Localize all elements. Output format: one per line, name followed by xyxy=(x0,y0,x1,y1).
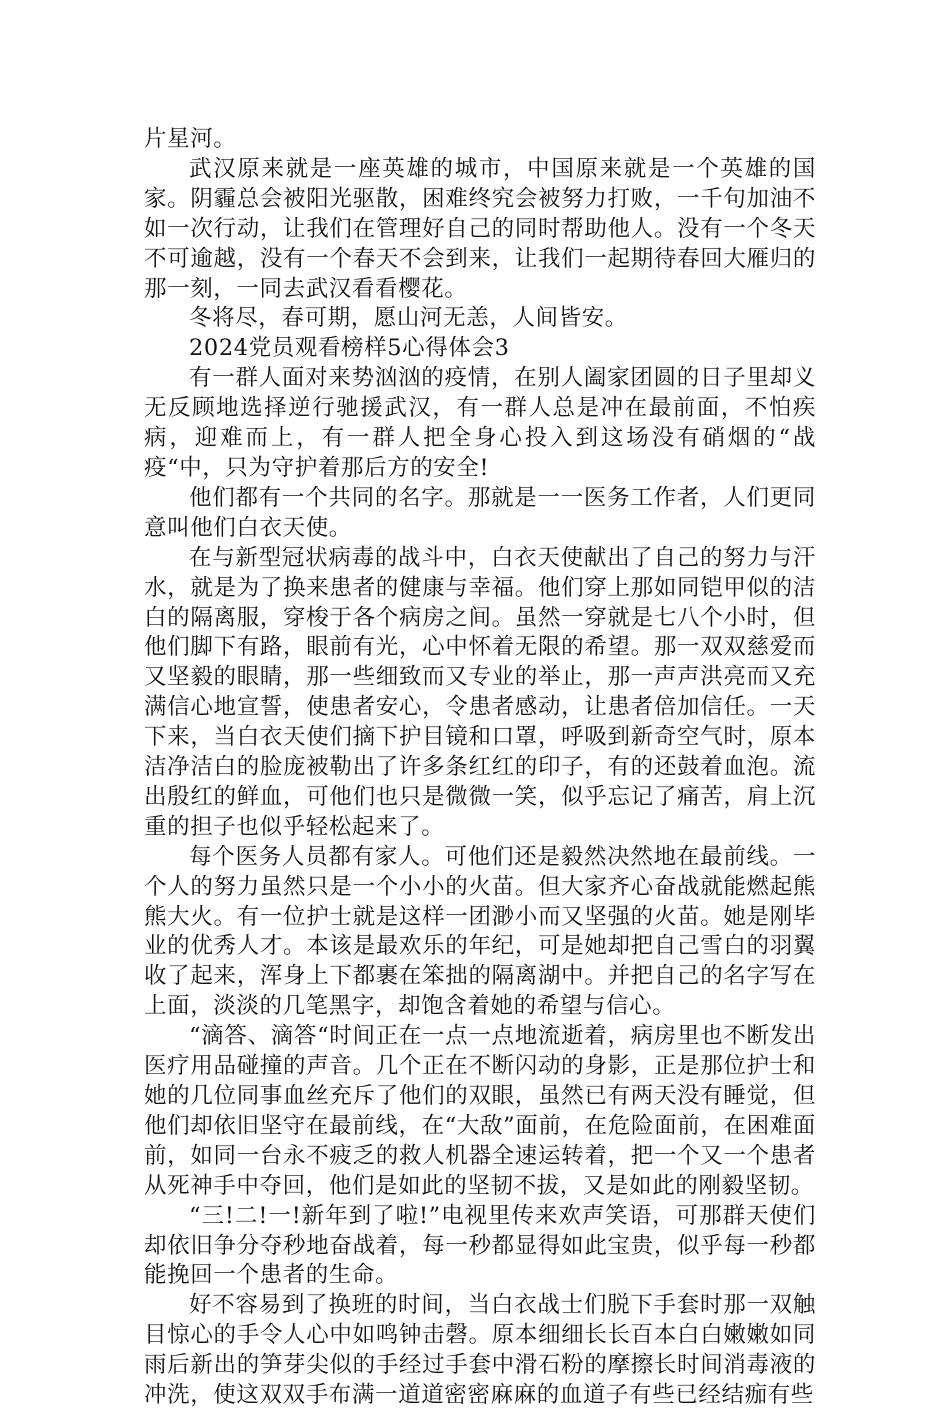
paragraph-wuhan-hero: 武汉原来就是一座英雄的城市，中国原来就是一个英雄的国家。阴霾总会被阳光驱散，困难终究会被努力打败，一千句加油不如一次行动，让我们在管理好自己的同时帮助他人。没有一个冬天不可逾越，没有一个春天不会到来，让我们一起期待春回大雁归的那一刻，一同去武汉看看樱花。 xyxy=(144,155,816,302)
paragraph-continuation: 片星河。 xyxy=(144,126,237,152)
paragraph-winter-ends: 冬将尽，春可期，愿山河无恙，人间皆安。 xyxy=(189,305,628,332)
paragraph-retrograde: 有一群人面对来势汹汹的疫情，在别人阖家团圆的日子里却义无反顾地选择逆行驰援武汉，有一群人总是冲在最前面，不怕疾病，迎难而上，有一群人把全身心投入到这场没有硝烟的“战疫“中，只为守护着那后方的安全! xyxy=(144,365,816,481)
document-body xyxy=(144,125,816,1411)
paragraph-ticking: “滴答、滴答“时间正在一点一点地流逝着，病房里也不断发出医疗用品碰撞的声音。几个正在不断闪动的身影，正是那位护士和她的几位同事血丝充斥了他们的双眼，虽然已有两天没有睡觉，但他们却依旧坚守在最前线，在“大敌”面前，在危险面前，在困难面前，如同一台永不疲乏的救人机器全速运转着，把一个又一个患者从死神手中夺回，他们是如此的坚韧不拔，又是如此的刚毅坚韧。 xyxy=(144,1023,816,1199)
paragraph-shift-change: 好不容易到了换班的时间，当白衣战士们脱下手套时那一双触目惊心的手令人心中如鸣钟击磬。原本细细长长百本白白嫩嫩如同雨后新出的笋芽尖似的手经过手套中滑石粉的摩擦长时间消毒液的冲洗，使这双双手布满一道道密密麻麻的血道子有些已经结痂有些 xyxy=(144,1292,816,1409)
paragraph-white-angels: 在与新型冠状病毒的战斗中，白衣天使献出了自己的努力与汗水，就是为了换来患者的健康与幸福。他们穿上那如同铠甲似的洁白的隔离服，穿梭于各个病房之间。虽然一穿就是七八个小时，但他们脚下有路，眼前有光，心中怀着无限的希望。那一双双慈爱而又坚毅的眼睛，那一些细致而又专业的举止，那一声声洪亮而又充满信心地宣誓，使患者安心，令患者感动，让患者倍加信任。一天下来，当白衣天使们摘下护目镜和口罩，呼吸到新奇空气时，原本洁净洁白的脸庞被勒出了许多条红红的印子，有的还鼓着血泡。流出殷红的鲜血，可他们也只是微微一笑，似乎忘记了痛苦，肩上沉重的担子也似乎轻松起来了。 xyxy=(144,544,816,840)
paragraph-family: 每个医务人员都有家人。可他们还是毅然决然地在最前线。一个人的努力虽然只是一个小小的火苗。但大家齐心奋战就能燃起熊熊大火。有一位护士就是这样一团渺小而又坚强的火苗。她是刚毕业的优秀人才。本该是最欢乐的年纪，可是她却把自己雪白的羽翼收了起来，浑身上下都裹在笨拙的隔离湖中。并把自己的名字写在上面，淡淡的几笔黑字，却饱含着她的希望与信心。 xyxy=(144,843,816,1020)
paragraph-new-year: “三!二!一!新年到了啦!”电视里传来欢声笑语，可那群天使们却依旧争分夺秒地奋战着，每一秒都显得如此宝贵，似乎每一秒都能挽回一个患者的生命。 xyxy=(144,1202,816,1289)
section-heading: 2024党员观看榜样5心得体会3 xyxy=(189,335,510,362)
paragraph-common-name: 他们都有一个共同的名字。那就是一一医务工作者，人们更同意叫他们白衣天使。 xyxy=(144,484,816,541)
